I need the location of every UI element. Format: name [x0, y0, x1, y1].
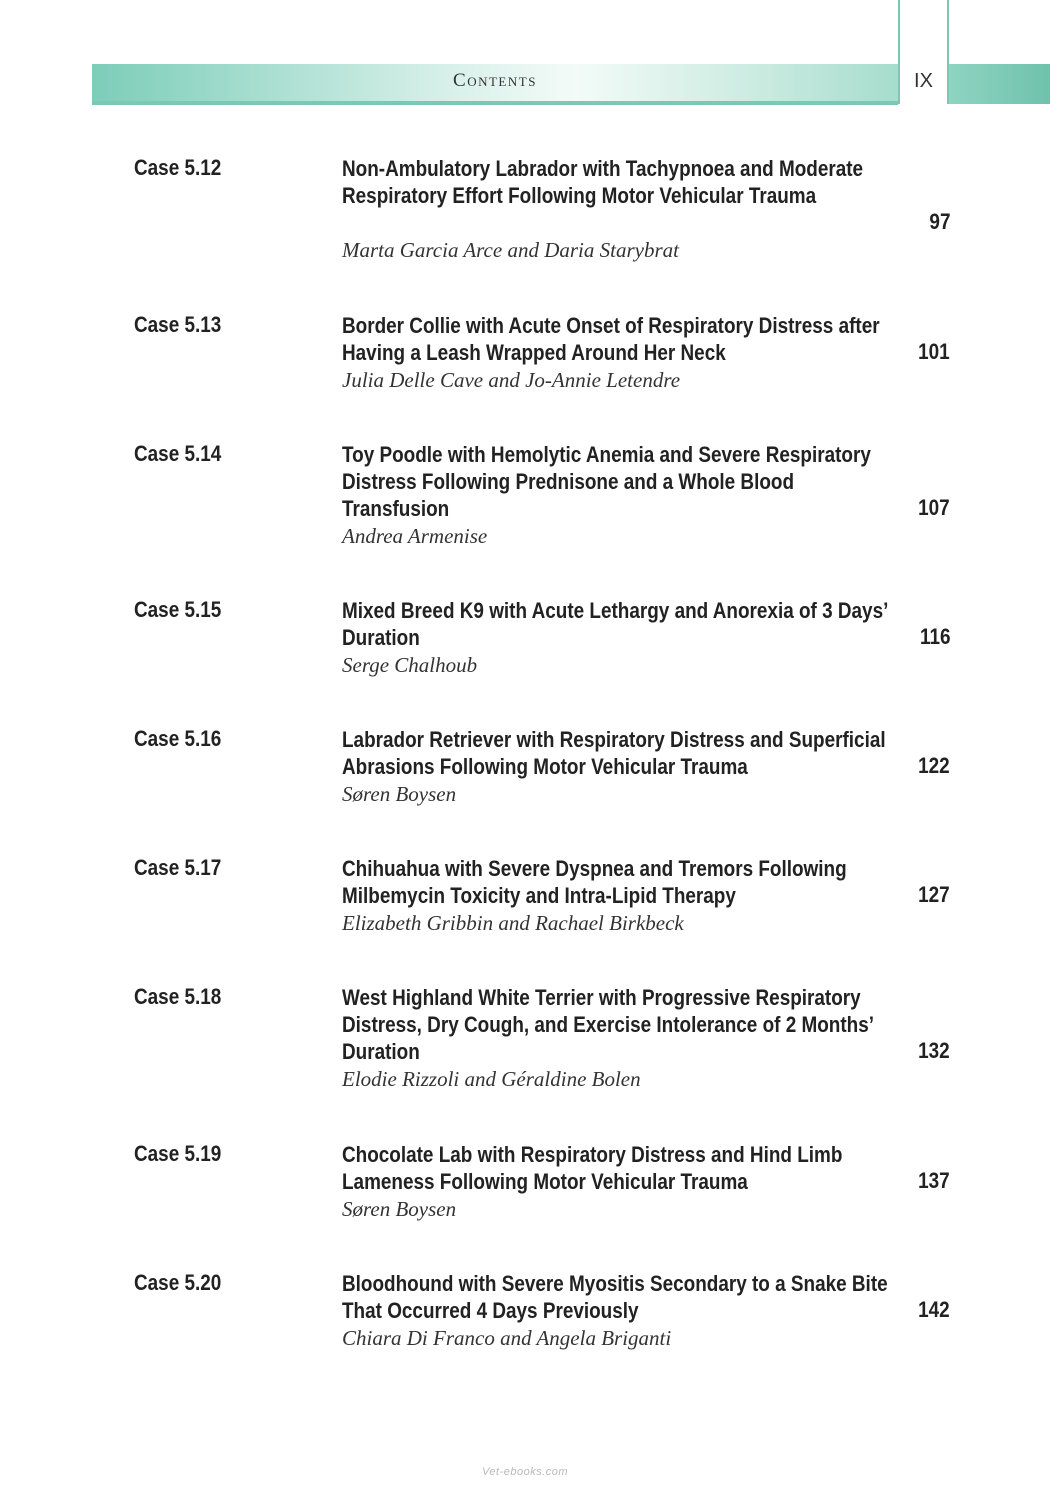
- header-page-tab: [949, 64, 1050, 104]
- running-header-title: Contents: [453, 70, 537, 91]
- page-number[interactable]: 142: [918, 1297, 950, 1322]
- header-underline: [92, 101, 898, 105]
- case-title[interactable]: Bloodhound with Severe Myositis Secondary to a Snake Bite That Occurred 4 Days Previously: [342, 1271, 888, 1323]
- page-number[interactable]: 132: [918, 1038, 950, 1063]
- case-authors: Marta Garcia Arce and Daria Starybrat: [342, 238, 679, 262]
- case-number: Case 5.19: [134, 1141, 222, 1166]
- case-title[interactable]: Non-Ambulatory Labrador with Tachypnoea and Moderate Respiratory Effort Following Motor Vehicular Trauma: [342, 156, 864, 208]
- running-header-page-number: IX: [914, 70, 933, 92]
- case-number: Case 5.18: [134, 984, 222, 1009]
- page-number[interactable]: 97: [928, 209, 950, 234]
- case-title[interactable]: Labrador Retriever with Respiratory Distress and Superficial Abrasions Following Motor Vehicular Trauma: [342, 727, 886, 779]
- page-number[interactable]: 107: [918, 495, 950, 520]
- case-authors: Elodie Rizzoli and Géraldine Bolen: [342, 1067, 641, 1091]
- case-title[interactable]: Toy Poodle with Hemolytic Anemia and Severe Respiratory Distress Following Prednisone and a Whole Blood Transfusion: [342, 442, 871, 521]
- page-number[interactable]: 127: [918, 882, 950, 907]
- case-number: Case 5.20: [134, 1270, 222, 1295]
- case-number: Case 5.13: [134, 312, 222, 337]
- case-authors: Serge Chalhoub: [342, 653, 478, 677]
- source-watermark: Vet-ebooks.com: [481, 1466, 569, 1478]
- case-authors: Søren Boysen: [342, 1197, 457, 1221]
- case-title[interactable]: West Highland White Terrier with Progressive Respiratory Distress, Dry Cough, and Exercise Intolerance of 2 Months’ Duration: [342, 985, 873, 1064]
- page-number[interactable]: 137: [918, 1168, 950, 1193]
- case-authors: Chiara Di Franco and Angela Briganti: [342, 1326, 672, 1350]
- case-number: Case 5.14: [134, 441, 222, 466]
- case-number: Case 5.16: [134, 726, 222, 751]
- case-authors: Elizabeth Gribbin and Rachael Birkbeck: [342, 911, 684, 935]
- page-number[interactable]: 101: [918, 339, 950, 364]
- page-number[interactable]: 122: [918, 753, 950, 778]
- case-title[interactable]: Chocolate Lab with Respiratory Distress and Hind Limb Lameness Following Motor Vehicular Trauma: [342, 1142, 843, 1194]
- case-number: Case 5.15: [134, 597, 222, 622]
- case-number: Case 5.12: [134, 155, 222, 180]
- case-authors: Andrea Armenise: [342, 524, 488, 548]
- case-title[interactable]: Chihuahua with Severe Dyspnea and Tremors Following Milbemycin Toxicity and Intra-Lipid Therapy: [342, 856, 847, 908]
- case-number: Case 5.17: [134, 855, 222, 880]
- case-title[interactable]: Mixed Breed K9 with Acute Lethargy and Anorexia of 3 Days’ Duration: [342, 598, 888, 650]
- page-number[interactable]: 116: [919, 624, 950, 649]
- case-authors: Søren Boysen: [342, 782, 457, 806]
- case-authors: Julia Delle Cave and Jo-Annie Letendre: [342, 368, 681, 392]
- case-title[interactable]: Border Collie with Acute Onset of Respiratory Distress after Having a Leash Wrapped Around Her Neck: [342, 313, 880, 365]
